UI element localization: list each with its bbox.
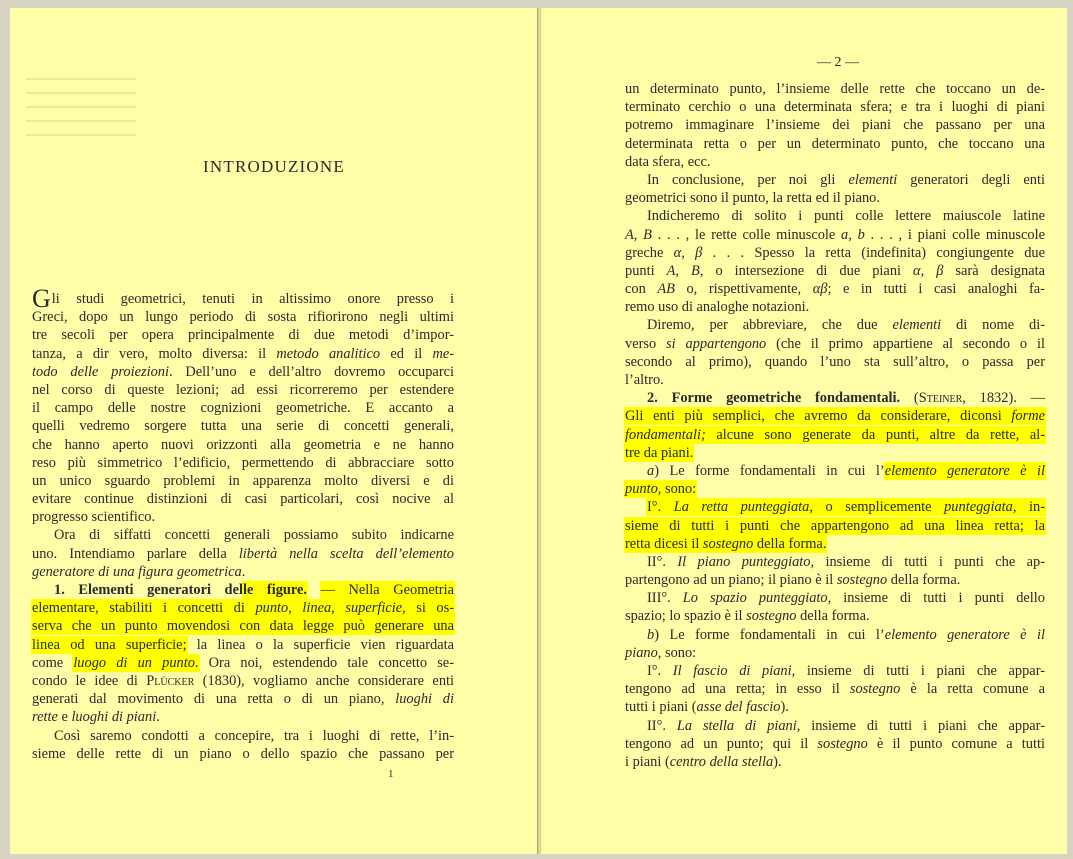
- text-line: un determinato punto, l’insieme delle rette che toccano un de-: [625, 81, 1045, 97]
- text-line: elementare, stabiliti i concetti di punto, linea, superficie, si os-: [32, 600, 455, 617]
- text-line: come luogo di un punto. Ora noi, estendendo tale concetto se-: [32, 654, 454, 671]
- text-line: I°. Il fascio di piani, insieme di tutti i piani che appar-: [647, 663, 1045, 679]
- text-line: verso si appartengono (che il primo appartiene al secondo o il: [625, 335, 1045, 352]
- text-line: l’altro.: [625, 372, 664, 388]
- text-line: II°. Il piano punteggiato, insieme di tutti i punti che ap-: [647, 553, 1045, 570]
- text-line: il campo delle nostre cognizioni geometriche. E accanto a: [32, 400, 454, 417]
- text-line: Greci, dopo un lungo periodo di sosta rifiorirono negli ultimi: [32, 309, 454, 326]
- text-line: II°. La stella di piani, insieme di tutti i piani che appar-: [647, 717, 1045, 734]
- text-line: spazio; lo spazio è il sostegno della forma.: [625, 608, 870, 625]
- text-line: data sfera, ecc.: [625, 153, 711, 170]
- text-line: Ora di siffatti concetti generali possiamo subito indicarne: [54, 527, 454, 544]
- text-line: che hanno aperto nuovi orizzonti alla geometria e ne hanno: [32, 436, 454, 453]
- text-line: partengono ad un piano; il piano è il sostegno della forma.: [625, 572, 961, 589]
- text-line: linea od una superficie; la linea o la superficie vien riguardata: [32, 636, 454, 653]
- text-line: tutti i piani (asse del fascio).: [625, 699, 789, 716]
- page-number-right: — 2 —: [817, 55, 859, 70]
- text-line: I°. La retta punteggiata, o semplicemente punteggiata, in-: [647, 499, 1045, 516]
- left-page: [10, 8, 538, 854]
- chapter-title: INTRODUZIONE: [203, 157, 345, 176]
- left-page-text: [32, 284, 455, 763]
- text-line: evitare continue distinzioni di casi particolari, così nocive al: [32, 491, 454, 508]
- text-line: generatore di una figura geometrica.: [32, 563, 246, 580]
- text-line: generati dal movimento di una retta o di un piano, luoghi di: [32, 691, 454, 708]
- text-line: tre da piani.: [625, 444, 694, 461]
- text-line: tengono ad una retta; in esso il sostegno è la retta comune a: [625, 681, 1045, 698]
- page-number-left: 1: [388, 768, 394, 780]
- text-line: III°. Lo spazio punteggiato, insieme di tutti i punti dello: [647, 590, 1045, 607]
- text-line: nel corso di queste lezioni; ad essi ricorreremo per estendere: [32, 381, 454, 398]
- text-line: retta dicesi il sostegno della forma.: [625, 535, 827, 552]
- text-line: potremo immaginare l’insieme dei piani che passano per una: [625, 117, 1045, 134]
- text-line: fondamentali; alcune sono generate da punti, altre da rette, al-: [625, 426, 1045, 443]
- text-line: Indicheremo di solito i punti colle lettere maiuscole latine: [647, 208, 1045, 225]
- text-line: secondo al primo), quando l’uno sta sull’altro, o passa per: [625, 353, 1045, 370]
- text-line: rette e luoghi di piani.: [32, 709, 160, 726]
- text-line: punti A, B, o intersezione di due piani α, β sarà designata: [625, 262, 1045, 279]
- right-page-text: [625, 80, 1045, 771]
- text-line: quelli vedremo sorgere tutta una serie di concetti generali,: [32, 418, 454, 435]
- text-line: geometrici sono il punto, la retta ed il piano.: [625, 190, 880, 207]
- section-heading-1: 1. Elementi generatori delle figure. — Nella Geometria: [54, 582, 454, 598]
- text-line: condo le idee di Plücker (1830), vogliamo anche considerare enti: [32, 672, 455, 689]
- right-page: [541, 8, 1067, 854]
- text-line: tengono ad un punto; qui il sostegno è il punto comune a tutti: [625, 735, 1045, 752]
- text-line: punto, sono:: [625, 481, 697, 498]
- text-line: greche α, β . . . Spesso la retta (indefinita) congiungente due: [625, 244, 1045, 261]
- text-line: tanza, a dir vero, molto diversa: il metodo analitico ed il me-: [32, 345, 455, 362]
- text-line: remo uso di analoghe notazioni.: [625, 299, 810, 316]
- text-line: a) Le forme fondamentali in cui l’elemento generatore è il: [647, 462, 1045, 479]
- text-line: terminato cerchio o una determinata sfera; e tra i luoghi di piani: [625, 99, 1045, 116]
- text-line: con AB o, rispettivamente, αβ; e in tutti i casi analoghi fa-: [625, 281, 1045, 298]
- text-line: tre secoli per opera principalmente di due metodi d’impor-: [32, 327, 454, 344]
- text-line: i piani (centro della stella).: [625, 753, 782, 770]
- text-line: progresso scientifico.: [32, 509, 156, 526]
- text-line: Gli studi geometrici, tenuti in altissimo onore presso i: [32, 284, 454, 313]
- text-line: determinata retta o per un determinato punto, che toccano una: [625, 135, 1045, 152]
- bleed-through: [26, 78, 136, 138]
- text-line: In conclusione, per noi gli elementi generatori degli enti: [647, 171, 1045, 188]
- drop-cap: G: [32, 284, 51, 313]
- text-line: A, B . . . , le rette colle minuscole a, b . . . , i piani colle minuscole: [625, 226, 1045, 243]
- text-line: Diremo, per abbreviare, che due elementi di nome di-: [647, 317, 1045, 334]
- section-heading-2: 2. Forme geometriche fondamentali. (Steiner, 1832). —: [647, 390, 1046, 407]
- text-line: b) Le forme fondamentali in cui l’elemento generatore è il: [647, 626, 1045, 643]
- text-line: sieme delle rette di un piano o dello spazio che passano per: [32, 745, 454, 762]
- text-line: piano, sono:: [625, 644, 697, 661]
- text-line: uno. Intendiamo parlare della libertà nella scelta dell’elemento: [32, 545, 454, 562]
- text-line: Così saremo condotti a concepire, tra i luoghi di rette, l’in-: [54, 727, 454, 744]
- text-line: sieme di tutti i punti che appartengono ad una linea retta; la: [625, 517, 1045, 534]
- text-line: Gli enti più semplici, che avremo da considerare, diconsi forme: [625, 408, 1045, 425]
- text-line: reso più simmetrico l’edificio, permettendo di abbracciare sotto: [32, 454, 454, 471]
- text-line: un unico sguardo problemi in apparenza molto diversi e di: [32, 472, 454, 489]
- text-line: serva che un punto movendosi con data legge può generare una: [32, 618, 454, 635]
- text-line: todo delle proiezioni. Dell’uno e dell’altro dovremo occuparci: [32, 363, 454, 380]
